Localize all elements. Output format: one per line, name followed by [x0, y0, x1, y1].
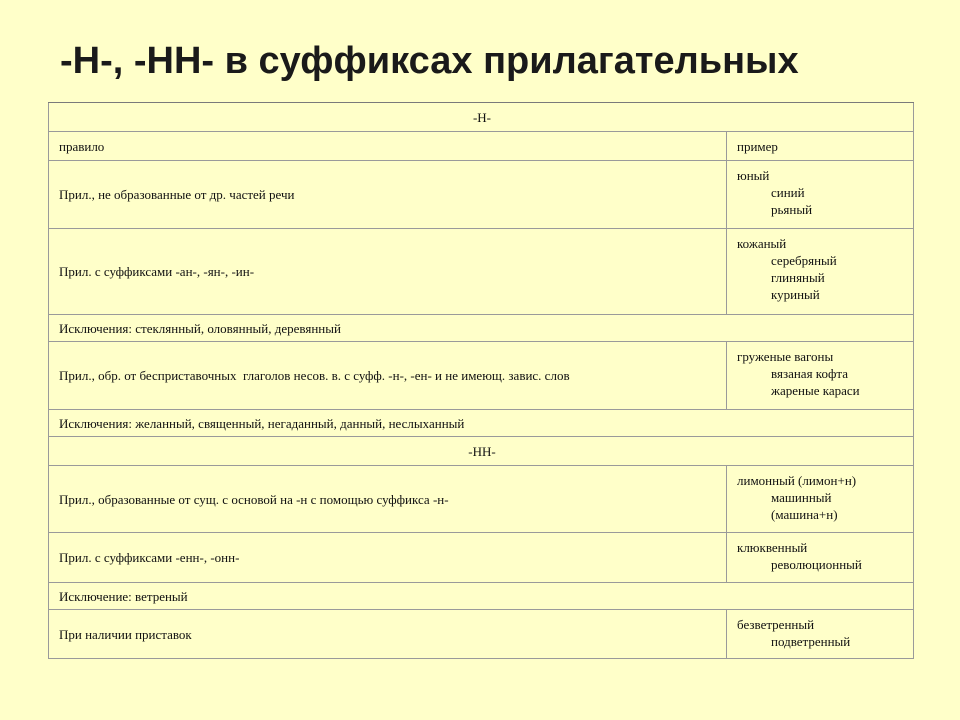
section-header-n	[48, 103, 914, 132]
example-word: подветренный	[771, 634, 851, 649]
example-word: юный	[737, 168, 770, 183]
example-cell	[727, 466, 913, 532]
rule-text: Прил., не образованные от др. частей речи	[49, 161, 727, 228]
example-word: куриный	[771, 287, 820, 302]
section-label-nn: -НН-	[468, 443, 496, 459]
column-header-example: пример	[737, 138, 778, 154]
example-word: жареные караси	[771, 383, 860, 398]
example-word: (машина+н)	[771, 507, 838, 522]
exception-row	[48, 315, 914, 342]
example-cell	[727, 342, 913, 409]
table-row	[48, 533, 914, 583]
rule-text: Прил., образованные от сущ. с основой на -н с помощью суффикса -н-	[49, 466, 727, 532]
example-word: лимонный (лимон+н)	[737, 473, 857, 488]
exception-row	[48, 410, 914, 437]
example-cell	[727, 533, 913, 582]
example-word: рьяный	[771, 202, 813, 217]
section-label-n: -Н-	[472, 109, 492, 125]
rule-text: Прил. с суффиксами -ан-, -ян-, -ин-	[49, 229, 727, 314]
example-word: груженые вагоны	[737, 349, 834, 364]
rule-text: При наличии приставок	[49, 610, 727, 658]
table-row	[48, 229, 914, 315]
example-word: безветренный	[737, 617, 815, 632]
exception-text: Исключения: стеклянный, оловянный, деревянный	[59, 320, 341, 336]
example-cell	[727, 229, 913, 314]
table-row	[48, 161, 914, 229]
section-header-nn	[48, 437, 914, 466]
exception-text: Исключение: ветреный	[59, 588, 188, 604]
column-header-rule: правило	[49, 132, 727, 160]
example-cell	[727, 161, 913, 228]
exception-text: Исключения: желанный, священный, негаданный, данный, неслыханный	[59, 415, 465, 431]
rule-text: Прил., обр. от бесприставочных глаголов несов. в. с суфф. -н-, -ен- и не имеющ. завис. слов	[49, 342, 727, 409]
table-row	[48, 610, 914, 659]
example-cell	[727, 610, 913, 658]
example-word: клюквенный	[737, 540, 808, 555]
table-row	[48, 342, 914, 410]
example-word: вязаная кофта	[771, 366, 848, 381]
page-title: -Н-, -НН- в суффиксах прилагательных	[60, 40, 799, 82]
rules-table	[48, 102, 914, 659]
example-word: кожаный	[737, 236, 787, 251]
example-word: серебряный	[771, 253, 837, 268]
table-row	[48, 466, 914, 533]
column-header-row	[48, 132, 914, 161]
example-word: синий	[771, 185, 805, 200]
example-word: машинный	[771, 490, 832, 505]
exception-row	[48, 583, 914, 610]
example-word: глиняный	[771, 270, 825, 285]
example-word: революционный	[771, 557, 862, 572]
rule-text: Прил. с суффиксами -енн-, -онн-	[49, 533, 727, 582]
